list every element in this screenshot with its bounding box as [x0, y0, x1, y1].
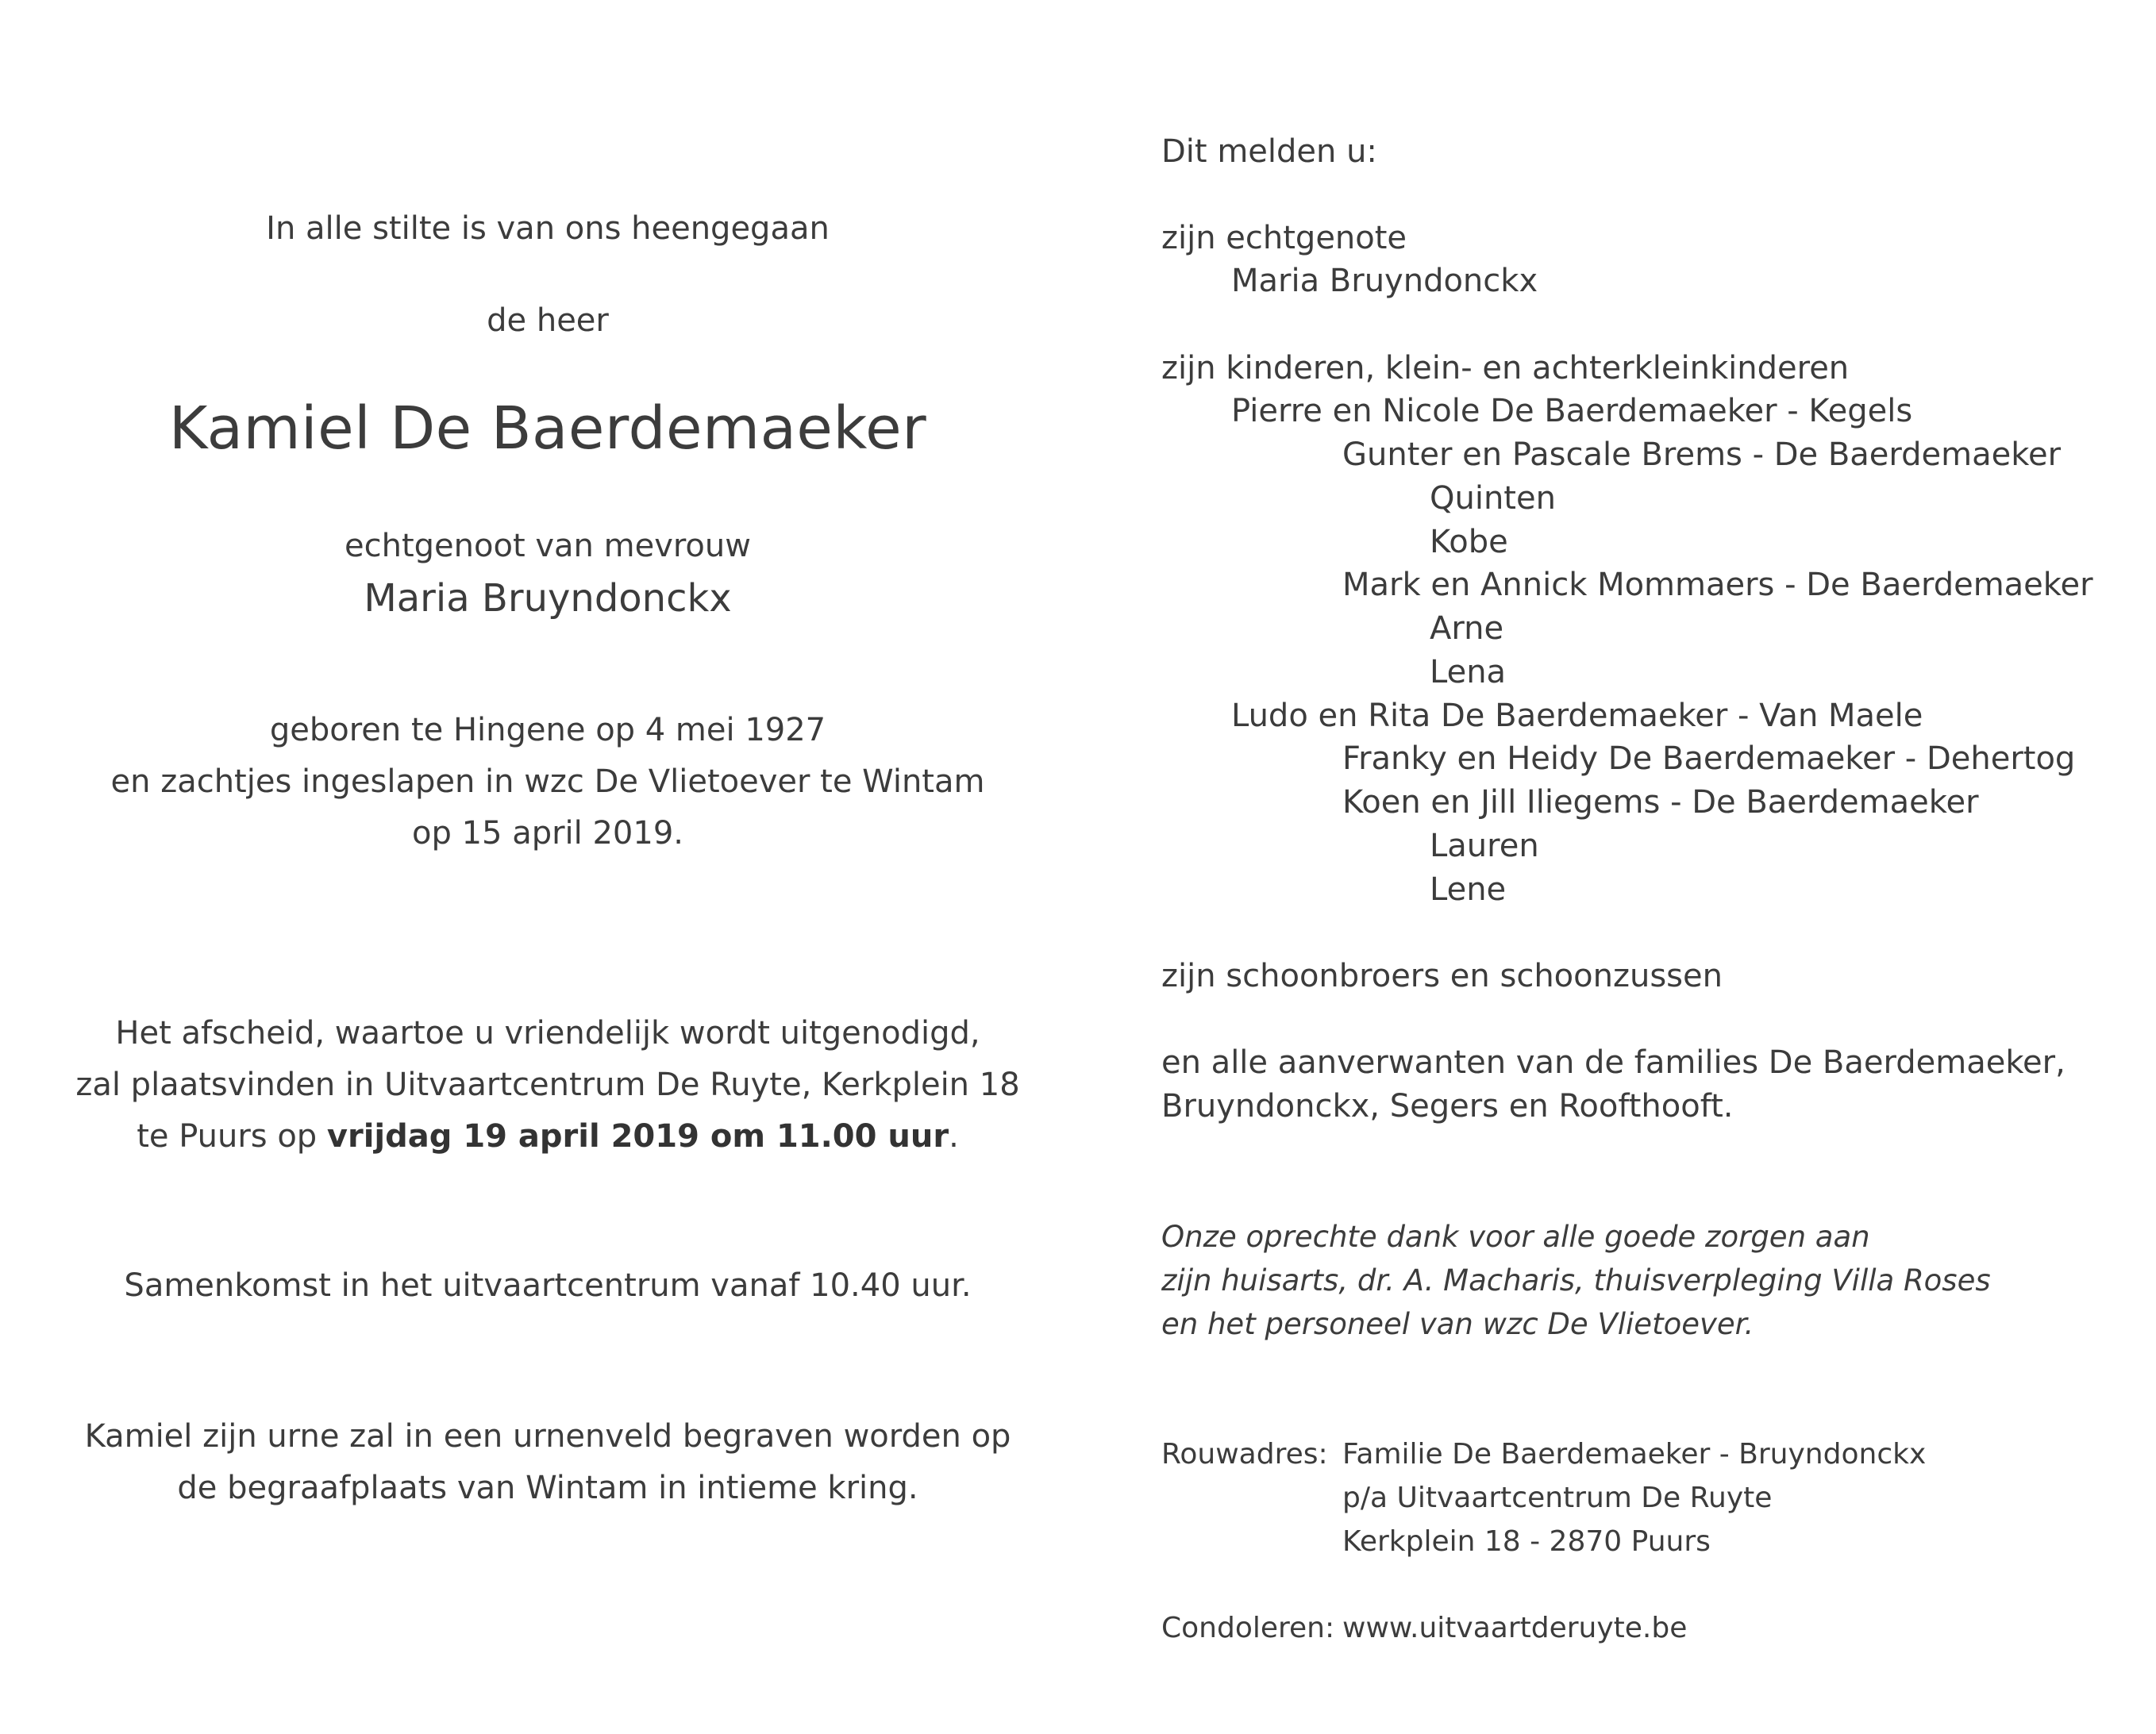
family-column [1161, 0, 2146, 1734]
spouse-label: zijn echtgenote [1161, 220, 1407, 256]
urn-line-1: Kamiel zijn urne zal in een urnenveld begraven worden op [84, 1418, 1011, 1455]
family-member: Lena [1430, 654, 1507, 690]
death-date-line: op 15 april 2019. [412, 815, 683, 852]
family-member: Arne [1430, 610, 1504, 647]
family-member: Pierre en Nicole De Baerdemaeker - Kegels [1231, 393, 1913, 429]
farewell-suffix: . [949, 1118, 959, 1155]
family-member: Mark en Annick Mommaers - De Baerdemaeker [1342, 567, 2093, 603]
farewell-line-1: Het afscheid, waartoe u vriendelijk wordt uitgenodigd, [115, 1015, 980, 1052]
birth-line: geboren te Hingene op 4 mei 1927 [269, 712, 826, 748]
farewell-line-3 [48, 1111, 1048, 1162]
family-member: Kobe [1430, 524, 1508, 560]
urn-line-2: de begraafplaats van Wintam in intieme kring. [177, 1470, 918, 1506]
condolence-link[interactable]: www.uitvaartderuyte.be [1342, 1612, 1688, 1644]
family-member: Lauren [1430, 828, 1539, 864]
intro-text: In alle stilte is van ons heengegaan [266, 210, 830, 247]
family-member: Lene [1430, 871, 1507, 908]
family-member: Koen en Jill Iliegems - De Baerdemaeker [1342, 784, 1979, 821]
condolence-label: Condoleren: [1161, 1612, 1335, 1644]
family-member: Quinten [1430, 480, 1556, 517]
family-member: Ludo en Rita De Baerdemaeker - Van Maele [1231, 698, 1923, 734]
thanks-line-3: en het personeel van wzc De Vlietoever. [1161, 1307, 1754, 1341]
spouse-name-right: Maria Bruyndonckx [1231, 263, 1538, 299]
address-line-1: Familie De Baerdemaeker - Bruyndonckx [1342, 1438, 1927, 1471]
address-label: Rouwadres: [1161, 1438, 1328, 1471]
deceased-name: Kamiel De Baerdemaeker [168, 394, 927, 463]
spouse-intro: echtgenoot van mevrouw [345, 528, 751, 564]
announcement-column [48, 0, 1048, 1734]
spouse-name: Maria Bruyndonckx [364, 576, 732, 621]
farewell-prefix: te Puurs op [137, 1118, 327, 1155]
family-member: Franky en Heidy De Baerdemaeker - Dehertog [1342, 740, 2076, 777]
in-laws-text: zijn schoonbroers en schoonzussen [1161, 958, 1723, 994]
relatives-line-1: en alle aanverwanten van de families De Baerdemaeker, [1161, 1044, 2066, 1081]
title-text: de heer [487, 302, 609, 339]
thanks-line-1: Onze oprechte dank voor alle goede zorgen aan [1161, 1220, 1870, 1254]
family-member: Gunter en Pascale Brems - De Baerdemaeker [1342, 436, 2062, 473]
address-line-3: Kerkplein 18 - 2870 Puurs [1342, 1525, 1711, 1558]
thanks-line-2: zijn huisarts, dr. A. Macharis, thuisverpleging Villa Roses [1161, 1263, 1991, 1298]
children-label: zijn kinderen, klein- en achterkleinkinderen [1161, 350, 1850, 386]
relatives-line-2: Bruyndonckx, Segers en Roofthooft. [1161, 1088, 1734, 1125]
death-place-line: en zachtjes ingeslapen in wzc De Vlietoever te Wintam [110, 763, 985, 800]
address-line-2: p/a Uitvaartcentrum De Ruyte [1342, 1482, 1773, 1514]
announced-by-heading: Dit melden u: [1161, 133, 1377, 170]
farewell-line-2: zal plaatsvinden in Uitvaartcentrum De Ruyte, Kerkplein 18 [75, 1067, 1020, 1103]
gathering-text: Samenkomst in het uitvaartcentrum vanaf 10.40 uur. [124, 1267, 972, 1304]
farewell-datetime: vrijdag 19 april 2019 om 11.00 uur [326, 1118, 949, 1155]
